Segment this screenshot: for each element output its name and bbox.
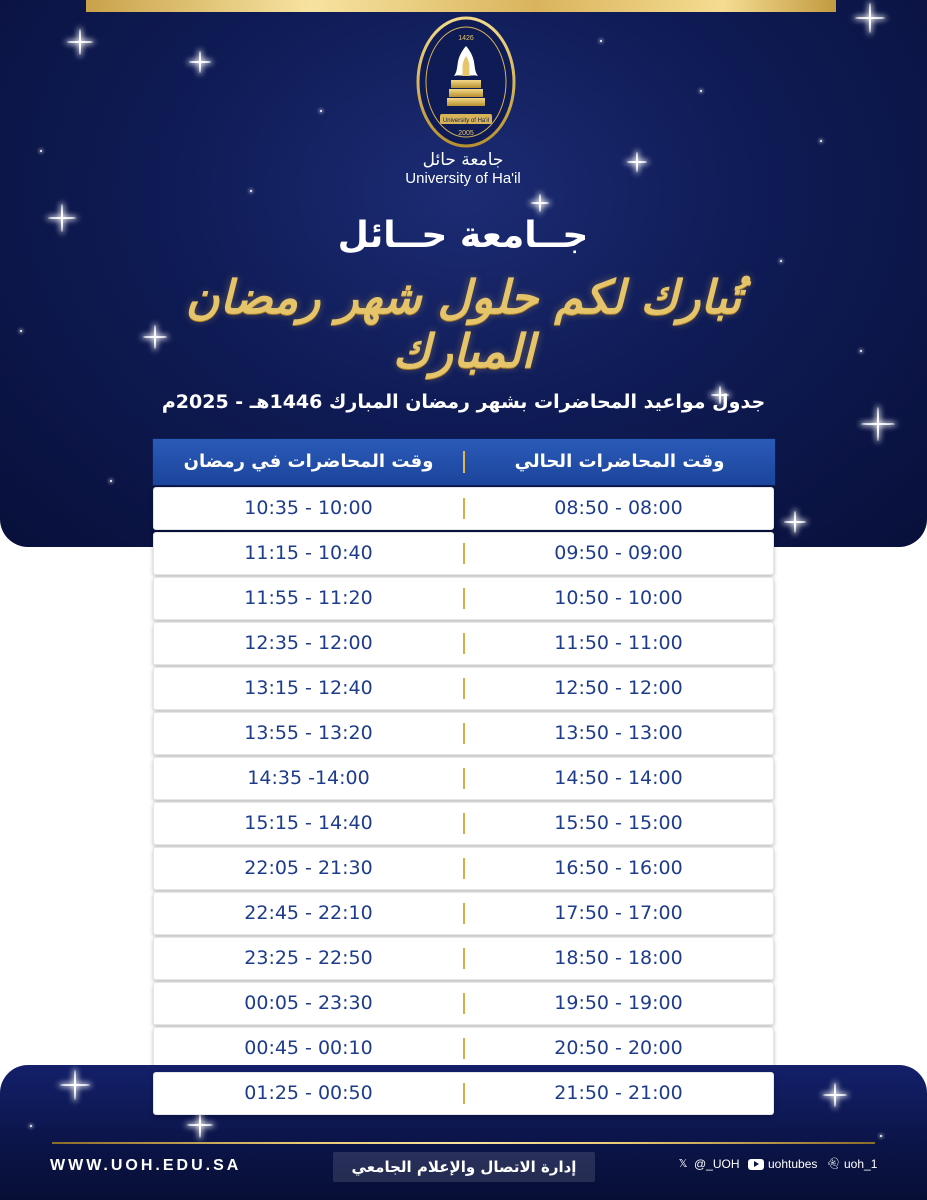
star-dot <box>780 260 782 262</box>
current-time-cell: 14:50 - 14:00 <box>554 767 683 789</box>
star-dot <box>700 90 702 92</box>
snapchat-handle: uoh_1 <box>844 1157 878 1171</box>
youtube-handle: uohtubes <box>768 1157 818 1171</box>
table-row <box>153 847 774 890</box>
star-dot <box>860 350 862 352</box>
row-divider <box>463 813 465 834</box>
current-time-cell: 15:50 - 15:00 <box>554 812 683 834</box>
department-name: إدارة الاتصال والإعلام الجامعي <box>333 1152 595 1182</box>
table-row <box>153 757 774 800</box>
ramadan-time-cell: 23:25 - 22:50 <box>244 947 373 969</box>
star-dot <box>250 190 252 192</box>
ramadan-time-cell: 14:35 -14:00 <box>247 767 370 789</box>
ramadan-time-cell: 11:15 - 10:40 <box>244 542 373 564</box>
row-divider <box>463 768 465 789</box>
current-time-cell: 18:50 - 18:00 <box>554 947 683 969</box>
x-logo-icon: 𝕏 <box>678 1158 688 1170</box>
row-divider <box>463 633 465 654</box>
ramadan-time-cell: 15:15 - 14:40 <box>244 812 373 834</box>
logo-arabic-name: جامعة حائل <box>422 150 504 170</box>
social-x[interactable] <box>676 1157 740 1171</box>
current-time-cell: 16:50 - 16:00 <box>554 857 683 879</box>
header-ramadan-time: وقت المحاضرات في رمضان <box>183 451 434 472</box>
star-dot <box>20 330 22 332</box>
row-divider <box>463 858 465 879</box>
social-snapchat[interactable] <box>826 1157 877 1171</box>
ramadan-time-cell: 11:55 - 11:20 <box>244 587 373 609</box>
current-time-cell: 12:50 - 12:00 <box>554 677 683 699</box>
table-row <box>153 487 774 530</box>
row-divider <box>463 903 465 924</box>
header-current-time: وقت المحاضرات الحالي <box>514 451 725 472</box>
schedule-subtitle: جدول مواعيد المحاضرات بشهر رمضان المبارك 1446هـ - 2025م <box>161 391 766 413</box>
row-divider <box>463 723 465 744</box>
table-row <box>153 1027 774 1070</box>
table-row <box>153 622 774 665</box>
ramadan-time-cell: 13:15 - 12:40 <box>244 677 373 699</box>
ramadan-time-cell: 13:55 - 13:20 <box>244 722 373 744</box>
ramadan-greeting: تُبارك لكم حلول شهر رمضان المبارك <box>185 270 742 378</box>
university-logo <box>416 16 516 152</box>
current-time-cell: 11:50 - 11:00 <box>554 632 683 654</box>
current-time-cell: 08:50 - 08:00 <box>554 497 683 519</box>
snapchat-ghost-icon: 👻︎ <box>826 1158 840 1170</box>
star-dot <box>110 480 112 482</box>
row-divider <box>463 948 465 969</box>
ramadan-time-cell: 22:05 - 21:30 <box>244 857 373 879</box>
table-row <box>153 667 774 710</box>
row-divider <box>463 993 465 1014</box>
current-time-cell: 20:50 - 20:00 <box>554 1037 683 1059</box>
row-divider <box>463 588 465 609</box>
page-title: جــامعة حــائل <box>337 215 589 256</box>
star-dot <box>880 1135 882 1137</box>
current-time-cell: 19:50 - 19:00 <box>554 992 683 1014</box>
ramadan-time-cell: 00:05 - 23:30 <box>244 992 373 1014</box>
logo-english-name: University of Ha'il <box>405 170 521 187</box>
current-time-cell: 09:50 - 09:00 <box>554 542 683 564</box>
ramadan-time-cell: 10:35 - 10:00 <box>244 497 373 519</box>
table-row <box>153 712 774 755</box>
table-row <box>153 1072 774 1115</box>
table-row <box>153 802 774 845</box>
ramadan-time-cell: 22:45 - 22:10 <box>244 902 373 924</box>
table-row <box>153 577 774 620</box>
star-dot <box>30 1125 32 1127</box>
row-divider <box>463 1083 465 1104</box>
ramadan-time-cell: 00:45 - 00:10 <box>244 1037 373 1059</box>
current-time-cell: 17:50 - 17:00 <box>554 902 683 924</box>
top-gold-bar <box>86 0 836 12</box>
row-divider <box>463 543 465 564</box>
university-seal-icon <box>416 16 516 152</box>
table-header <box>152 438 776 486</box>
star-dot <box>600 40 602 42</box>
row-divider <box>463 498 465 519</box>
logo-badge-year-hijri: 1426 <box>458 35 474 42</box>
star-dot <box>40 150 42 152</box>
table-row <box>153 532 774 575</box>
x-handle: @_UOH <box>694 1157 740 1171</box>
star-dot <box>820 140 822 142</box>
row-divider <box>463 678 465 699</box>
current-time-cell: 13:50 - 13:00 <box>554 722 683 744</box>
current-time-cell: 21:50 - 21:00 <box>554 1082 683 1104</box>
footer-divider <box>52 1142 875 1144</box>
current-time-cell: 10:50 - 10:00 <box>554 587 683 609</box>
star-dot <box>320 110 322 112</box>
table-row <box>153 982 774 1025</box>
ramadan-time-cell: 12:35 - 12:00 <box>244 632 373 654</box>
ramadan-time-cell: 01:25 - 00:50 <box>244 1082 373 1104</box>
social-youtube[interactable] <box>748 1157 817 1171</box>
logo-badge-text: University of Ha'il <box>442 118 490 124</box>
website-link[interactable]: WWW.UOH.EDU.SA <box>50 1157 242 1174</box>
youtube-icon <box>748 1159 764 1170</box>
table-row <box>153 892 774 935</box>
table-row <box>153 937 774 980</box>
row-divider <box>463 1038 465 1059</box>
logo-badge-year: 2005 <box>458 130 474 137</box>
